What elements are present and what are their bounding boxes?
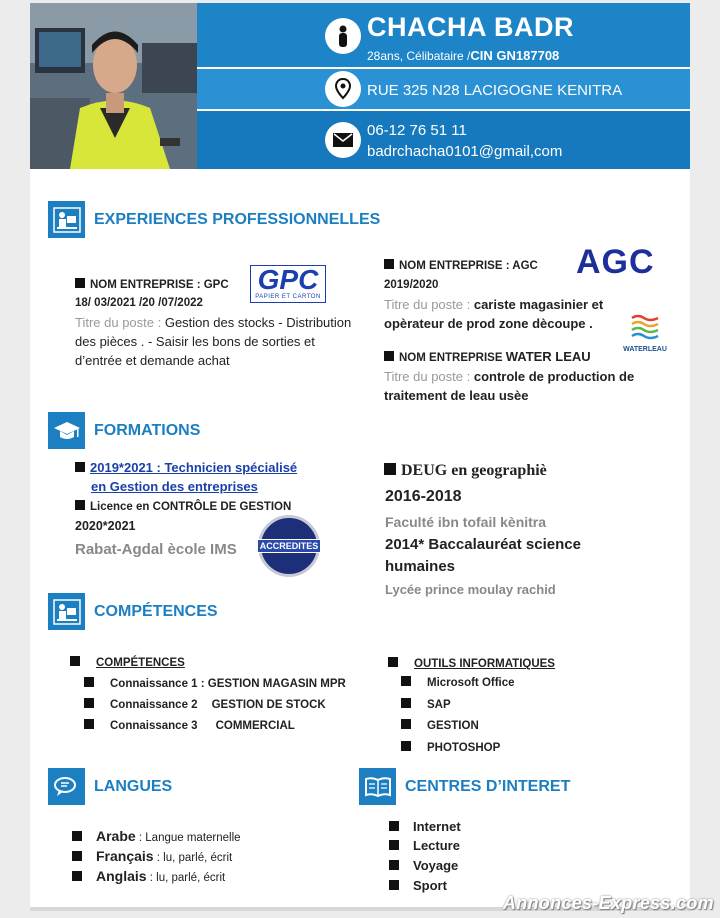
competences-subtitle: COMPÉTENCES — [70, 654, 185, 673]
gpc-dates: 18/ 03/2021 /20 /07/2022 — [75, 297, 203, 309]
gpc-logo: GPC PAPIER ET CARTON — [250, 265, 326, 303]
bullet — [401, 698, 411, 708]
langues-title: LANGUES — [94, 777, 173, 795]
section-experiences — [48, 201, 380, 238]
experiences-title: EXPERIENCES PROFESSIONNELLES — [94, 210, 381, 228]
interets-title: CENTRES D’INTERET — [405, 777, 571, 795]
gpc-poste: Titre du poste : Gestion des stocks - Distribution des pièces . - Saisir les bons de sorties et d’entrée et demande achat — [75, 315, 352, 368]
cv-page — [30, 3, 690, 911]
email[interactable]: badrchacha0101@gmail,com — [367, 143, 563, 160]
bullet — [70, 656, 80, 666]
profile-photo — [30, 3, 197, 169]
tools-subtitle: OUTILS INFORMATIQUES — [388, 655, 555, 674]
section-langues — [48, 768, 172, 805]
bullet — [389, 860, 399, 870]
deug-school: Faculté ibn tofail kènitra — [385, 514, 547, 530]
watermark: Annonces-Express.com — [502, 893, 714, 913]
bullet — [72, 851, 82, 861]
bullet — [384, 351, 394, 361]
formation-2: Licence en CONTRÔLE DE GESTION 2020*2021 — [75, 501, 292, 533]
header-name-bar — [197, 3, 690, 67]
agc-poste: Titre du poste : cariste magasinier et opèrateur de prod zone dècoupe . — [384, 297, 604, 331]
section-interets — [359, 768, 570, 805]
langue-item: Anglais : lu, parlé, écrit — [72, 867, 225, 888]
deug-title: DEUG en geographiè — [384, 460, 547, 482]
bullet — [401, 719, 411, 729]
bullet — [84, 719, 94, 729]
tool-item: PHOTOSHOP — [401, 739, 500, 758]
competence-item: Connaissance 3 COMMERCIAL — [84, 717, 295, 736]
agc-logo: AGC — [576, 243, 655, 281]
accredites-badge: ACCREDITES — [258, 515, 320, 577]
bullet — [72, 831, 82, 841]
graduation-cap-icon — [48, 412, 85, 449]
interet-item: Voyage — [389, 856, 458, 875]
waterleau-poste: Titre du poste : controle de production de traitement de leau usèe — [384, 369, 635, 403]
age-status: 28ans, Célibataire / — [367, 49, 471, 63]
bullet — [384, 463, 396, 475]
speech-bubbles-icon — [48, 768, 85, 805]
open-book-icon — [359, 768, 396, 805]
bullet — [84, 698, 94, 708]
full-name: CHACHA BADR — [367, 12, 574, 42]
bullet — [389, 880, 399, 890]
langue-item: Arabe : Langue maternelle — [72, 827, 241, 848]
contact-info — [367, 120, 562, 162]
agc-company: NOM ENTREPRISE : AGC — [384, 257, 538, 276]
tool-item: GESTION — [401, 717, 479, 736]
waterleau-waves-icon — [630, 313, 660, 343]
bullet — [72, 871, 82, 881]
envelope-icon — [325, 122, 361, 158]
competences-title: COMPÉTENCES — [94, 602, 218, 620]
section-competences — [48, 593, 218, 630]
waterleau-company: NOM ENTREPRISE WATER LEAU — [384, 347, 591, 368]
header-contact-bar — [197, 111, 690, 169]
desk-worker-icon — [48, 201, 85, 238]
deug-years: 2016-2018 — [385, 488, 462, 505]
desk-worker-icon — [48, 593, 85, 630]
formation-2-school: Rabat-Agdal ècole IMS — [75, 541, 237, 558]
formations-title: FORMATIONS — [94, 421, 201, 439]
interet-item: Sport — [389, 876, 447, 895]
bullet — [84, 677, 94, 687]
waterleau-logo: WATERLEAU — [616, 313, 674, 353]
cin-number: CIN GN187708 — [470, 48, 560, 63]
section-formations — [48, 412, 200, 449]
langue-item: Français : lu, parlé, écrit — [72, 847, 232, 868]
personal-details — [367, 48, 559, 63]
bullet — [401, 676, 411, 686]
competence-item: Connaissance 2 GESTION DE STOCK — [84, 696, 326, 715]
address: RUE 325 N28 LACIGOGNE KENITRA — [367, 82, 623, 99]
bullet — [388, 657, 398, 667]
interet-item: Lecture — [389, 836, 460, 855]
competence-item: Connaissance 1 : GESTION MAGASIN MPR — [84, 675, 346, 694]
bullet — [75, 278, 85, 288]
tool-item: SAP — [401, 696, 451, 715]
bullet — [401, 741, 411, 751]
formation-1: 2019*2021 : Technicien spécialisé en Gestion des entreprises — [75, 458, 297, 496]
gpc-company: NOM ENTREPRISE : GPC — [75, 276, 229, 295]
bac-title: 2014* Baccalauréat science humaines — [385, 536, 581, 575]
bullet — [75, 462, 85, 472]
interet-item: Internet — [389, 817, 461, 836]
bullet — [384, 259, 394, 269]
agc-dates: 2019/2020 — [384, 279, 439, 291]
tool-item: Microsoft Office — [401, 674, 515, 693]
location-pin-icon — [325, 71, 361, 107]
person-icon — [325, 18, 361, 54]
bullet — [75, 500, 85, 510]
bac-school: Lycée prince moulay rachid — [385, 582, 556, 597]
phone: 06-12 76 51 11 — [367, 122, 467, 139]
bullet — [389, 821, 399, 831]
bullet — [389, 840, 399, 850]
header-address-bar — [197, 69, 690, 109]
